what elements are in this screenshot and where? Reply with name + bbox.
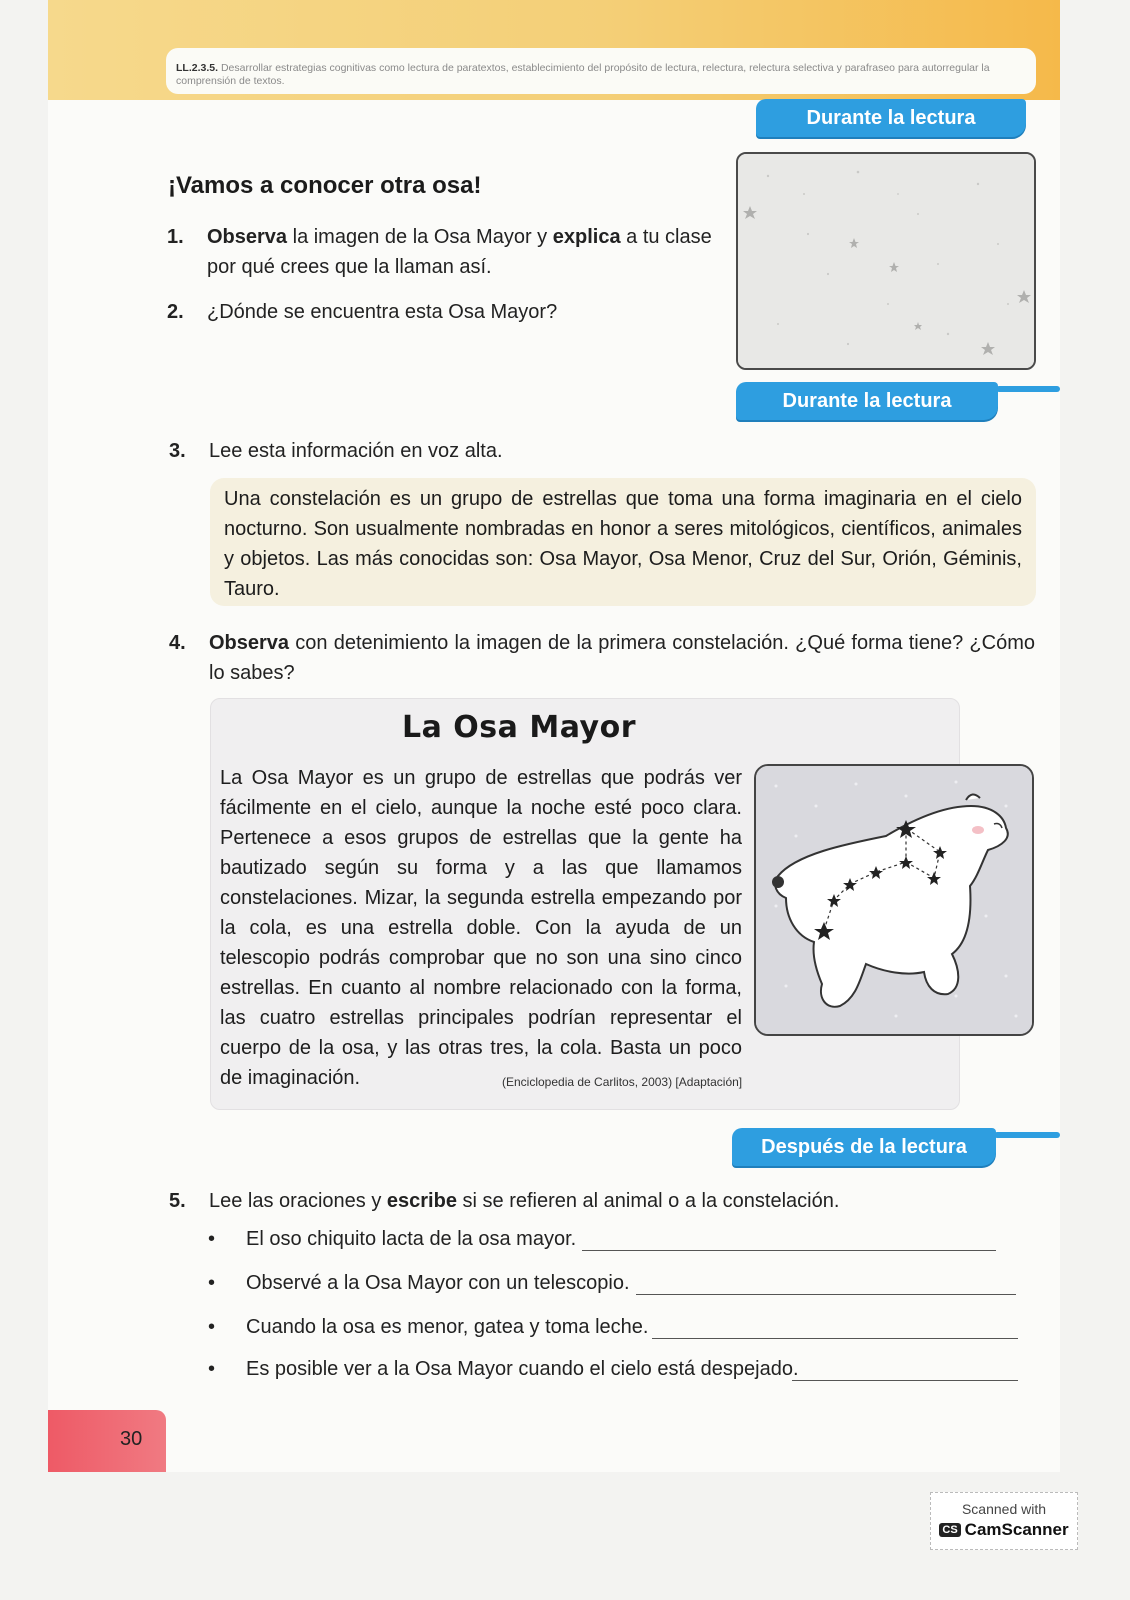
sentence-text: Cuando la osa es menor, gatea y toma leche. xyxy=(246,1316,649,1338)
tab-label: Durante la lectura xyxy=(782,389,952,412)
q1-verb-explica: explica xyxy=(552,226,621,248)
q2-text: ¿Dónde se encuentra esta Osa Mayor? xyxy=(207,301,558,323)
ursa-major-bear-illustration xyxy=(754,764,1034,1036)
q5-verb-escribe: escribe xyxy=(386,1190,457,1212)
tab-despues-lectura xyxy=(732,1128,996,1166)
q4-text: con detenimiento la imagen de la primera constelación. ¿Qué forma tiene? ¿Cómo lo sabes? xyxy=(209,632,1035,684)
answer-blank-3[interactable] xyxy=(652,1338,1018,1339)
question-3 xyxy=(169,436,1009,466)
q1-verb-observa: Observa xyxy=(207,226,288,248)
question-number: 1. xyxy=(167,226,184,248)
scanner-line2 xyxy=(931,1520,1077,1540)
textbook-page xyxy=(48,0,1060,1472)
camscanner-logo-icon: CS xyxy=(939,1523,960,1537)
sentence-item xyxy=(208,1316,649,1339)
tab-label: Después de la lectura xyxy=(761,1135,967,1158)
page-number: 30 xyxy=(120,1428,143,1450)
question-1 xyxy=(167,222,727,282)
bear-constellation-image xyxy=(756,766,1032,1034)
scanner-brand: CamScanner xyxy=(964,1520,1069,1539)
bullet: • xyxy=(208,1358,216,1380)
curriculum-standard xyxy=(166,48,1036,94)
standard-code: LL.2.3.5. xyxy=(176,62,219,74)
question-4 xyxy=(169,628,1035,688)
scanner-line1: Scanned with xyxy=(961,1501,1047,1517)
page-number-tab xyxy=(48,1410,166,1472)
reading-title: La Osa Mayor xyxy=(402,710,636,745)
bullet: • xyxy=(208,1228,216,1250)
q3-text: esta información en voz alta. xyxy=(242,440,503,462)
sentence-text: Es posible ver a la Osa Mayor cuando el cielo está despejado. xyxy=(246,1358,799,1380)
q5-text-a: las oraciones y xyxy=(242,1190,387,1212)
reading-source: (Enciclopedia de Carlitos, 2003) [Adaptación] xyxy=(502,1075,743,1089)
q1-text-a: la imagen de la Osa Mayor y xyxy=(287,226,553,248)
section-title: ¡Vamos a conocer otra osa! xyxy=(168,172,482,199)
tab-durante-lectura-1 xyxy=(756,99,1026,137)
answer-blank-4[interactable] xyxy=(792,1380,1018,1381)
sentence-item xyxy=(208,1228,577,1251)
sentence-item xyxy=(208,1358,799,1381)
q5-verb-lee: Lee xyxy=(209,1190,243,1212)
question-number: 4. xyxy=(169,632,186,654)
camscanner-watermark xyxy=(930,1492,1078,1550)
answer-blank-2[interactable] xyxy=(636,1294,1016,1295)
sentence-text: Observé a la Osa Mayor con un telescopio. xyxy=(246,1272,630,1294)
tab-durante-lectura-2 xyxy=(736,382,998,420)
reading-text: La Osa Mayor es un grupo de estrellas que podrás ver fácilmente en el cielo, aunque la noche esté poco clara. Pertenece a esos grupos de estrellas que la gente ha bautizado según su forma y a las que llamamos constelaciones. Mizar, la segunda estrella empezando por la cola, es una estrella doble. Con la ayuda de un telescopio podrás comprobar que no son una sino cinco estrellas. En cuanto al nombre relacionado con la forma, las cuatro estrellas principales podrían representar el cuerpo de la osa, y las otras tres, la cola. Basta un poco de imaginación. xyxy=(220,767,742,1089)
question-number: 2. xyxy=(167,301,184,323)
sentence-text: El oso chiquito lacta de la osa mayor. xyxy=(246,1228,577,1250)
question-number: 5. xyxy=(169,1190,186,1212)
question-2 xyxy=(167,297,727,327)
question-number: 3. xyxy=(169,440,186,462)
tab-underline xyxy=(994,1132,1060,1138)
tab-label: Durante la lectura xyxy=(806,106,976,129)
question-5 xyxy=(169,1186,1029,1216)
standard-text: Desarrollar estrategias cognitivas como lectura de paratextos, establecimiento del propósito de lectura, relectura, relectura selectiva y parafraseo para autorregular la comprensión de textos. xyxy=(176,62,990,87)
constellation-info-box xyxy=(210,478,1036,606)
q5-text-b: si se refieren al animal o a la constelación. xyxy=(456,1190,840,1212)
sentence-item xyxy=(208,1272,630,1295)
night-sky-stars-image xyxy=(738,154,1034,368)
q4-verb-observa: Observa xyxy=(209,632,290,654)
ursa-major-sky-photo xyxy=(736,152,1036,370)
q1-text-b: a tu clase por qué crees que la llaman así. xyxy=(207,226,712,278)
bullet: • xyxy=(208,1272,216,1294)
tab-underline xyxy=(996,386,1060,392)
answer-blank-1[interactable] xyxy=(582,1250,996,1251)
info-text: Una constelación es un grupo de estrellas que toma una forma imaginaria en el cielo nocturno. Son usualmente nombradas en honor a seres mitológicos, científicos, animales y objetos. Las más conocidas son: Osa Mayor, Osa Menor, Cruz del Sur, Orión, Géminis, Tauro. xyxy=(224,488,1022,600)
bullet: • xyxy=(208,1316,216,1338)
q3-verb-lee: Lee xyxy=(209,440,243,462)
